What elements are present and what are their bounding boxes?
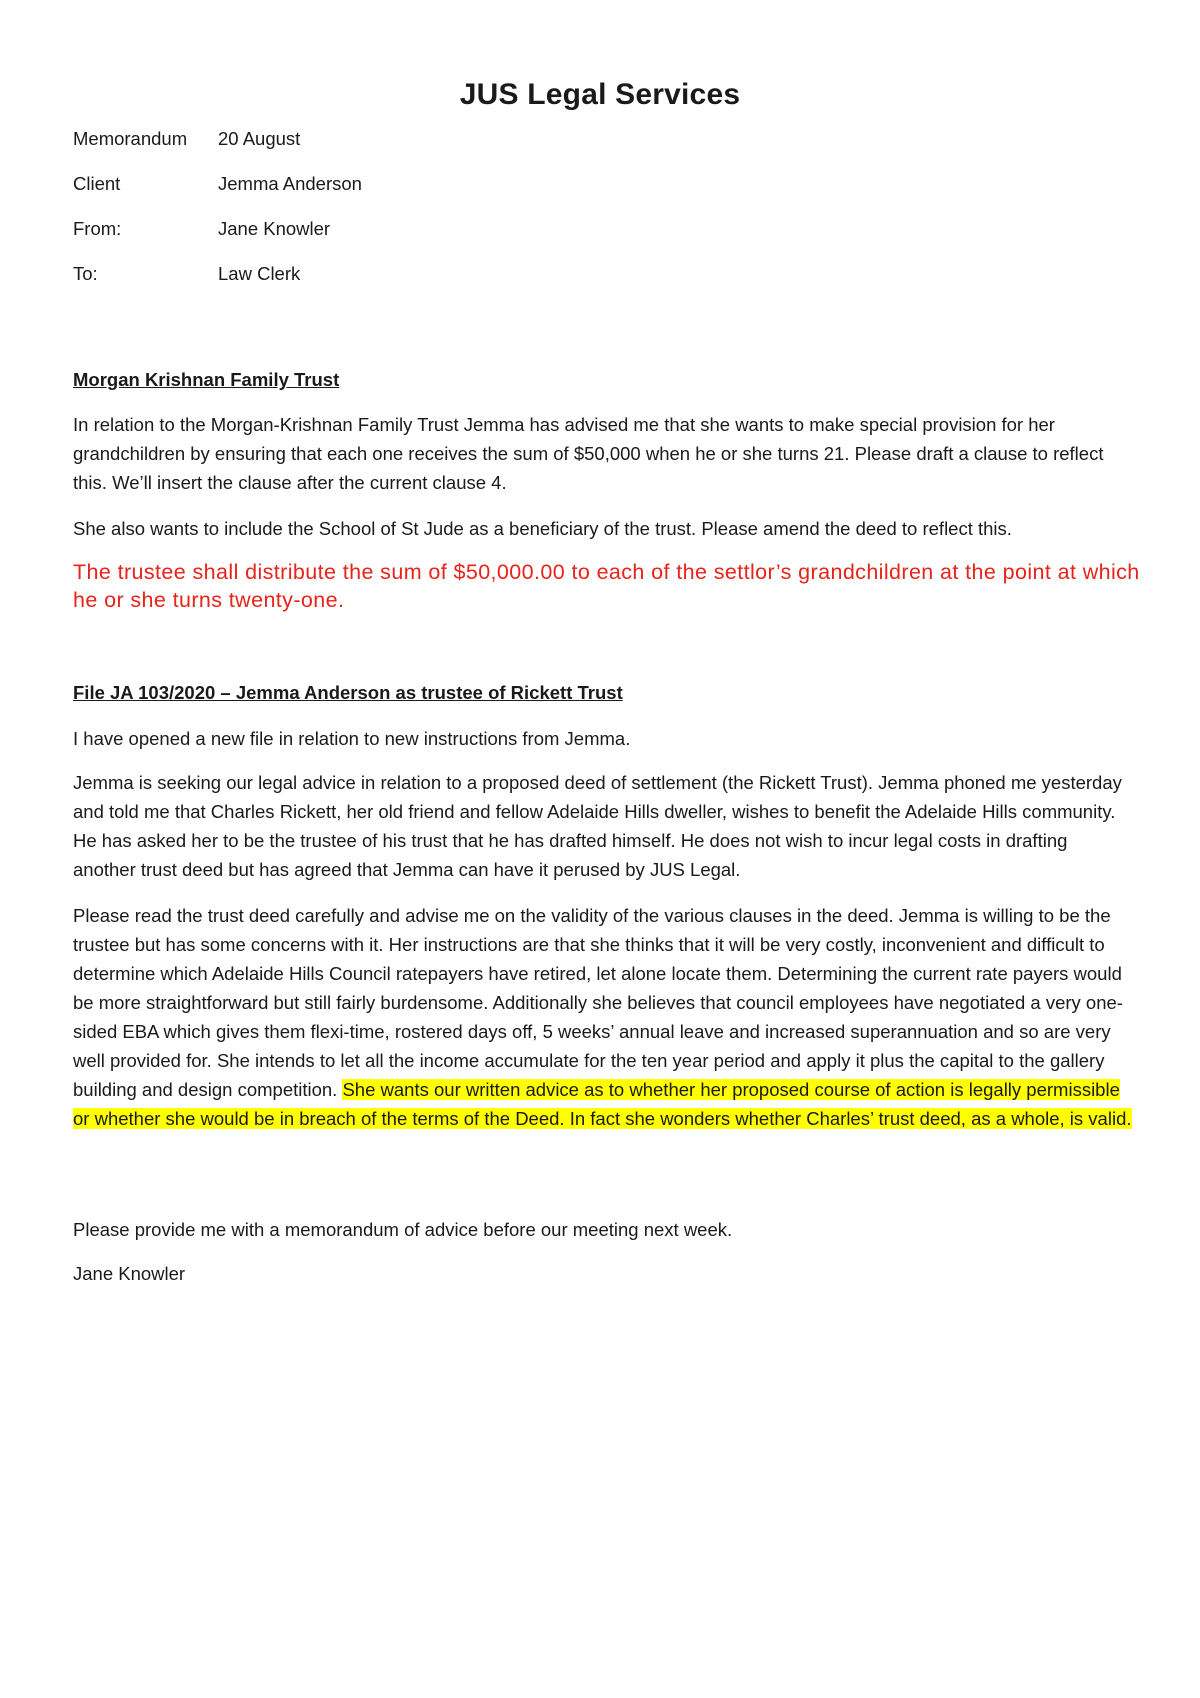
section-heading-rickett-trust: File JA 103/2020 – Jemma Anderson as trustee of Rickett Trust	[73, 682, 623, 703]
from-name: Jane Knowler	[218, 218, 331, 239]
to-row	[73, 261, 773, 287]
to-name: Law Clerk	[218, 263, 301, 284]
to-label: To:	[73, 263, 98, 284]
from-label: From:	[73, 218, 122, 239]
new-file-paragraph: I have opened a new file in relation to new instructions from Jemma.	[73, 728, 631, 749]
signoff-name: Jane Knowler	[73, 1263, 186, 1284]
from-row	[73, 216, 773, 242]
client-label: Client	[73, 173, 121, 194]
section-heading-family-trust: Morgan Krishnan Family Trust	[73, 369, 340, 390]
highlighted-instruction: She wants our written advice as to whether her proposed course of action is legally permissible or whether she would be in breach of the terms of the Deed. In fact she wonders whether Charles’ trust deed, as a whole, is valid.	[73, 1079, 1132, 1129]
closing-paragraph: Please provide me with a memorandum of advice before our meeting next week.	[73, 1219, 733, 1240]
inserted-clause: The trustee shall distribute the sum of $50,000.00 to each of the settlor’s grandchildren at the point at which he or she turns twenty-one.	[73, 560, 1140, 612]
instructions-paragraph	[73, 901, 1133, 1133]
memorandum-label: Memorandum	[73, 128, 188, 149]
instructions-text: Please read the trust deed carefully and advise me on the validity of the various clauses in the deed. Jemma is willing to be the trustee but has some concerns with it. Her instructions are that she thinks that it will be very costly, inconvenient and difficult to determine which Adelaide Hills Council ratepayers have retired, let alone locate them. Determining the current rate payers would be more straightforward but still fairly burdensome. Additionally she believes that council employees have negotiated a very one-sided EBA which gives them flexi-time, rostered days off, 5 weeks’ annual leave and increased superannuation and so are very well provided for. She intends to let all the income accumulate for the ten year period and apply it plus the capital to the gallery building and design competition.	[73, 905, 1123, 1100]
beneficiary-paragraph: She also wants to include the School of St Jude as a beneficiary of the trust. Please amend the deed to reflect this.	[73, 518, 1012, 539]
client-row	[73, 171, 773, 197]
client-name: Jemma Anderson	[218, 173, 362, 194]
memorandum-date: 20 August	[218, 128, 301, 149]
memorandum-row	[73, 126, 773, 152]
family-trust-paragraph: In relation to the Morgan-Krishnan Family Trust Jemma has advised me that she wants to make special provision for her grandchildren by ensuring that each one receives the sum of $50,000 when he or she turns 21. Please draft a clause to reflect this. We’ll insert the clause after the current clause 4.	[73, 414, 1104, 493]
advice-request-paragraph: Jemma is seeking our legal advice in relation to a proposed deed of settlement (the Rickett Trust). Jemma phoned me yesterday and told me that Charles Rickett, her old friend and fellow Adelaide Hills dweller, wishes to benefit the Adelaide Hills community. He has asked her to be the trustee of his trust that he has drafted himself. He does not wish to incur legal costs in drafting another trust deed but has agreed that Jemma can have it perused by JUS Legal.	[73, 772, 1122, 880]
document-title: JUS Legal Services	[459, 78, 741, 111]
